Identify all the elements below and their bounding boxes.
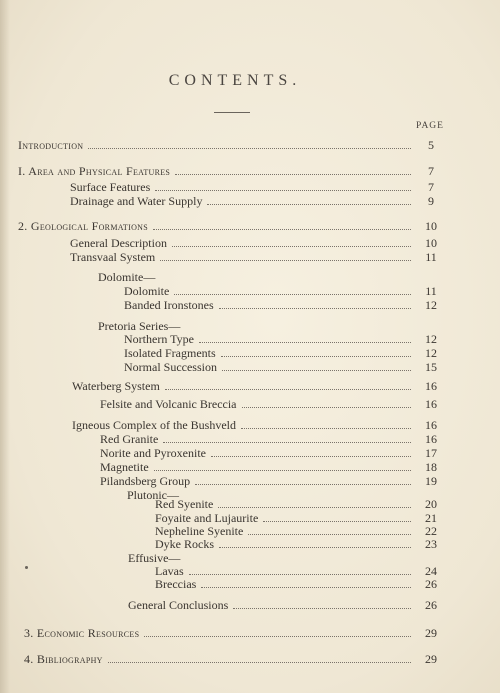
toc-entry-introduction — [18, 137, 446, 153]
toc-page-number: 7 — [428, 164, 434, 178]
toc-page-number: 26 — [425, 598, 437, 612]
dot-leader — [88, 148, 411, 149]
toc-label: Banded Ironstones — [124, 298, 214, 312]
toc-page-number: 11 — [425, 284, 437, 298]
toc-entry-felsite — [100, 396, 446, 412]
toc-page-number: 10 — [425, 236, 437, 250]
toc-page-number: 7 — [428, 180, 434, 194]
toc-label: 4. Bibliography — [24, 652, 103, 666]
toc-page-number: 12 — [425, 346, 437, 360]
toc-page-number: 29 — [425, 652, 437, 666]
dot-leader — [242, 407, 411, 408]
dot-leader — [172, 246, 411, 247]
toc-entry-transvaal-system — [70, 249, 446, 265]
toc-label: Foyaite and Lujaurite — [155, 511, 259, 525]
print-speck — [25, 566, 28, 569]
dot-leader — [233, 608, 411, 609]
toc-label: Transvaal System — [70, 250, 156, 264]
dot-leader — [222, 370, 411, 371]
toc-label: Introduction — [18, 138, 84, 152]
toc-entry-bibliography — [24, 651, 446, 667]
toc-entry-economic-resources — [24, 625, 446, 641]
toc-page-number: 16 — [425, 379, 437, 393]
dot-leader — [218, 507, 411, 508]
dot-leader — [221, 356, 411, 357]
toc-entry-waterberg-system — [72, 378, 446, 394]
toc-label: Pilandsberg Group — [100, 474, 191, 488]
toc-page-number: 11 — [425, 250, 437, 264]
toc-page-number: 16 — [425, 432, 437, 446]
toc-page-number: 12 — [425, 332, 437, 346]
toc-label: Nepheline Syenite — [155, 524, 244, 538]
toc-page-number: 10 — [425, 219, 437, 233]
dot-leader — [201, 587, 411, 588]
toc-label: Dolomite — [124, 284, 170, 298]
dot-leader — [175, 174, 411, 175]
page-column-label: PAGE — [416, 121, 444, 131]
dot-leader — [195, 484, 411, 485]
dot-leader — [165, 389, 411, 390]
toc-label: Magnetite — [100, 460, 149, 474]
toc-label: Surface Features — [70, 180, 151, 194]
toc-page-number: 19 — [425, 474, 437, 488]
toc-label: Plutonic— — [127, 488, 180, 502]
dot-leader — [155, 190, 411, 191]
toc-label: Isolated Fragments — [124, 346, 216, 360]
toc-entry-banded-ironstones — [124, 297, 446, 313]
toc-label: Breccias — [155, 577, 197, 591]
dot-leader — [153, 229, 411, 230]
toc-page-number: 17 — [425, 446, 437, 460]
dot-leader — [160, 260, 411, 261]
toc-label: Lavas — [155, 564, 184, 578]
dot-leader — [263, 521, 411, 522]
toc-label: 3. Economic Resources — [24, 626, 140, 640]
toc-page-number: 20 — [425, 497, 437, 511]
toc-page-number: 5 — [428, 138, 434, 152]
toc-entry-area — [18, 163, 446, 179]
toc-label: Normal Succession — [124, 360, 217, 374]
toc-entry-general-conclusions — [128, 597, 446, 613]
dot-leader — [207, 204, 411, 205]
toc-label: Dyke Rocks — [155, 537, 214, 551]
toc-page-number: 29 — [425, 626, 437, 640]
toc-label: Norite and Pyroxenite — [100, 446, 206, 460]
dot-leader — [248, 534, 411, 535]
contents-title: CONTENTS. — [168, 72, 302, 89]
toc-page-number: 15 — [425, 360, 437, 374]
toc-page-number: 24 — [425, 564, 437, 578]
toc-label: Pretoria Series— — [98, 319, 181, 333]
toc-page-number: 12 — [425, 298, 437, 312]
toc-label: General Description — [70, 236, 167, 250]
dot-leader — [241, 428, 411, 429]
toc-entry-geological-formations — [18, 218, 446, 234]
dot-leader — [219, 308, 411, 309]
toc-page-number: 16 — [425, 418, 437, 432]
toc-page-number: 23 — [425, 537, 437, 551]
dot-leader — [189, 574, 411, 575]
dot-leader — [144, 636, 411, 637]
dot-leader — [219, 547, 411, 548]
toc-entry-breccias — [155, 576, 446, 592]
toc-label: Effusive— — [128, 551, 181, 565]
toc-entry-drainage — [70, 193, 446, 209]
toc-label: Dolomite— — [98, 270, 156, 284]
toc-label: I. Area and Physical Features — [18, 164, 171, 178]
toc-label: Waterberg System — [72, 379, 160, 393]
toc-page-number: 18 — [425, 460, 437, 474]
toc-label: Red Granite — [100, 432, 159, 446]
toc-label: Drainage and Water Supply — [70, 194, 203, 208]
dot-leader — [211, 456, 411, 457]
title-rule — [214, 112, 250, 113]
dot-leader — [108, 662, 411, 663]
toc-label: Felsite and Volcanic Breccia — [100, 397, 237, 411]
toc-page-number: 16 — [425, 397, 437, 411]
dot-leader — [174, 294, 411, 295]
toc-page-number: 21 — [425, 511, 437, 525]
dot-leader — [199, 342, 411, 343]
toc-entry-normal-succession — [124, 359, 446, 375]
dot-leader — [163, 442, 411, 443]
toc-label: General Conclusions — [128, 598, 229, 612]
toc-page-number: 9 — [428, 194, 434, 208]
binding-gutter — [0, 0, 10, 693]
toc-label: Red Syenite — [155, 497, 214, 511]
toc-page-number: 26 — [425, 577, 437, 591]
toc-label: Igneous Complex of the Bushveld — [72, 418, 236, 432]
toc-label: 2. Geological Formations — [18, 219, 148, 233]
dot-leader — [154, 470, 411, 471]
toc-page-number: 22 — [425, 524, 437, 538]
toc-label: Northern Type — [124, 332, 194, 346]
